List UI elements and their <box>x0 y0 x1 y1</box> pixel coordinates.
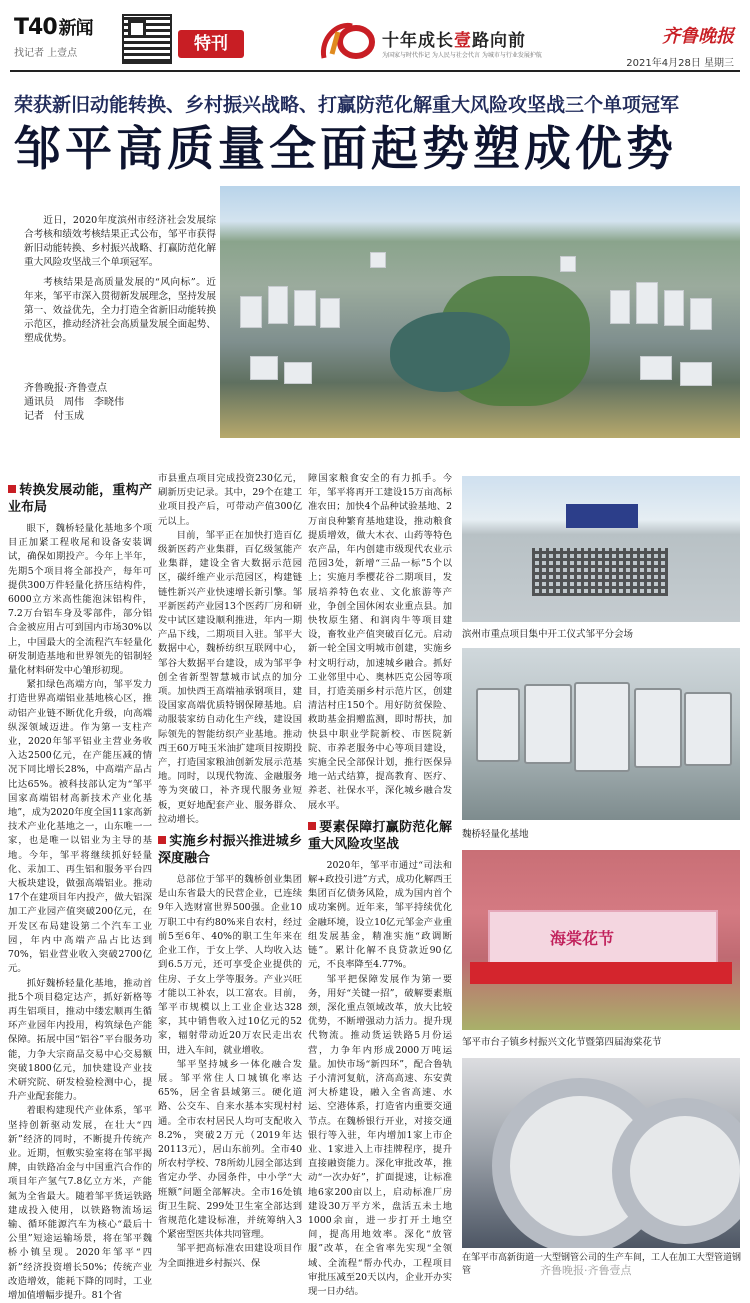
paragraph: 2020年，邹平市通过“司法和解+政投引进”方式，成功化解西王集团百亿债务风险，成为国内首个成功案例。近年来，邹平持续优化金融环境，设立10亿元邹金产业重组发展基金，精准实施“政调断链”。累计化解不良贷款近90亿元，不良率降至4.77%。 <box>308 859 452 971</box>
ceremony-photo <box>462 476 740 622</box>
photo-caption: 滨州市重点项目集中开工仪式邹平分会场 <box>462 629 634 640</box>
paragraph: 着眼构建现代产业体系，邹平坚持创新驱动发展，在壮大“四新”经济的同时，不断提升传统产业。近期，恒敷实验室将在邹平揭牌，由铁路冶金与中国重汽合作的项目年产氢气7.8亿立方米，产能氮为全省最大。随着邹平货运铁路建成投入使用，以铁路物流场运输、循环能源汽车为核心“最后十公里”短途运输场景，将在邹平魏桥小镇呈现。2020年邹平“四新”经济投资增长50%；传统产业改造增效，能耗下降的同时，工业增加值增幅步提升。81个省 <box>8 1105 152 1301</box>
section-heading: 转换发展动能，重构产业布局 <box>8 483 152 515</box>
intro-paragraph: 近日，2020年度滨州市经济社会发展综合考核和绩效考核结果正式公布，邹平市获得新旧动能转换、乡村振兴战略、打赢防范化解重大风险攻坚战三个单项冠军。 <box>24 215 216 268</box>
header-divider <box>10 70 740 72</box>
intro-text <box>24 214 216 352</box>
paragraph: 眼下，魏桥轻量化基地多个项目正加紧工程收尾和设备安装调试，确保如期投产。今年上半年，先期5个项目将全部投产，每年可提供300万件轻量化挤压结构件，6000立方米高性能泡沫铝构件，7.2万台铝车身及零部件，部分铝合金被应用占可到国内市场30%以上，中国最大的全流程汽车轻量化研发制造基地和世界领先的铝制轻量化材料研发中心雏形初现。 <box>8 523 152 677</box>
paragraph: 目前，邹平正在加快打造百亿级新医药产业集群，百亿级氢能产业集群，建设全省大数据示范园区，碳纤维产业示范园区，构建链链性新兴产业快速增长新引擎。邹平新医药产业园13个医药厂房和研发中试区建设顺利推进，年内一期产品下线，二期项目入驻。邹平大数据中心，魏桥纺织互联网中心，邹谷大数据平台建设，成为邹平争创全省新型智慧城市试点的加分项。加快西王高端袖承钢项目，建设国家高端优质特钢保障基地。启动服装家纺自动化生产线，建设国际领先的智能纺织产业基地。推动西王60万吨玉米油扩建项目按期投产，打造国家粮油创新发展示范基地。同时，以现代物流、金融服务等为突破口，补齐现代服务业短板，更好地配套产业、服务群众、拉动增长。 <box>158 529 302 825</box>
intro-paragraph: 考核结果是高质量发展的“风向标”。近年来，邹平市深入贯彻新发展理念，坚持发展第一、效益优先，全力打造全省新旧动能转换示范区，推动经济社会高质量发展全面起势、塑成优势。 <box>24 277 216 344</box>
section-sub: 找记者 上壹点 <box>14 48 78 59</box>
aerial-city-photo <box>220 186 740 438</box>
photo-caption: 魏桥轻量化基地 <box>462 829 529 840</box>
main-headline: 邹平高质量全面起势塑成优势 <box>14 122 677 177</box>
section-heading: 实施乡村振兴推进城乡深度融合 <box>158 834 302 867</box>
qr-code-icon[interactable] <box>122 14 172 64</box>
paragraph: 总部位于邹平的魏桥创业集团是山东省最大的民营企业，已连续9年入选财富世界500强。企业10万职工中有约80%来自农村，经过前5至6年、40%的职工生年来在企业工作，于女上学、人均收入达到6.5万元，还可享受企业提供的住房、子女上学等服务。产业兴旺才能以工补农，以工富农。目前，邹平市规模以上工业企业达328家，其中销售收入过10亿元的52家，辐射带动近20万农民走出农田，进入车间，就业增收。 <box>158 874 302 1056</box>
byline: 齐鲁晚报·齐鲁壹点 通讯员 周伟 李晓伟 记者 付玉成 <box>24 383 124 422</box>
factory-photo <box>462 648 740 820</box>
paragraph: 抓好魏桥轻量化基地，推动首批5个项目稳定达产，抓好新格等再生铝项目，推动中缕宏顺再生循环产业园年内投用，构筑绿色产能保障。拓展中国“铝谷”平台服务功能，力争大宗商品交易中心交易额突破1800亿元，加快建设产业技术研究院、研发检验检测中心，提升产业配套能力。 <box>8 977 152 1103</box>
photo-caption: 邹平市台子镇乡村振兴文化节暨第四届海棠花节 <box>462 1037 662 1048</box>
paragraph: 障国家粮食安全的有力抓手。今年，邹平将再开工建设15万亩高标准农田；加快4个品种试验基地、2万亩良种繁育基地建设，推动粮食提质增效，做大木衣、山药等特色农产品，年内创建市级现代农业示范园3处，新增“三品一标”5个以上；实施月季樱花谷二期项目，发展培养特色农业、文化旅游等产业，争创全国休闲农业重点县。加快牧原生猪、和润肉牛等项目建设，畜牧业产值突破百亿元。启动新一轮全国文明城市创建，实施乡村文明行动，加速城乡融合。抓好工业邻里中心、奥林匹克公园等项目，打造美丽乡村示范片区，创建清洁村庄150个。用好防贫保险、救助基金捐赠监测，即时帮扶，加快县中职业学院新校、市医院新院、市养老服务中心等项目建设，实施全民全部保计划，推行医保异地一站式结算，提高教育、医疗、养老、社保水平，深化城乡融合发展水平。 <box>308 473 452 811</box>
paragraph: 邹平坚持城乡一体化融合发展。邹平常住人口城镇化率达65%，居全省县域第三。硬化道路、公交车、自来水基本实现村村通。全市农村居民人均可支配收入8.2%，突破2万元（2019年达20113元），居山东前列。全市40所农村学校、78所幼儿园全部达到省定办学、办园条件，中小学“大班额”问题全部解决。全市16处镇街卫生院、299处卫生室全部达到省规范化建设标准，并统筹纳入3个紧密型医共体共同管理。 <box>158 1058 302 1241</box>
article-column-3 <box>308 472 452 1299</box>
special-edition-tag: 特刊 <box>178 30 244 58</box>
sub-headline: 荣获新旧动能转换、乡村振兴战略、打赢防范化解重大风险攻坚战三个单项冠军 <box>14 94 680 116</box>
paragraph: 紧扣绿色高端方向，邹平发力打造世界高端铝业基地核心区，推动铝产业链不断优化升级，向高端纵深领域迈进。作为第一支柱产业，2020年邹平铝业主营业务收入达2500亿元，在产能压减的情况下同比增长28%，中高端产品占比达65%。被科技部认定为“邹平国家高端铝材高新技术产业化基地”，成为2020年度全国11家高新技术产业化基地之一，山东唯一一家，也是唯一以铝业为主导的基地。今年，邹平将继续抓好轻量化、汞加工、再生铝和服务平台四大板块建设，做强高端铝业。推动17个在建项目年内投产，做大铝深加工产业园产值突破200亿元，在开发区布局建设第二个汽车工业园，年内中高端产品占比达到70%，铝业营业收入突破2700亿元。 <box>8 679 152 975</box>
paragraph: 邹平把保障发展作为第一要务，用好“关键一招”，破解要素瓶颈，深化重点领域改革，放大比较优势，不断增强动力活力。提升现代物流。推动货运铁路5月份运营，力争年内形成2000万吨运量。加快市场“新四环”，配合鲁轨子小清河复航，济高高速、东安黄河大桥建设，融入全省高速、水运、空港体系，打造省内重要交通节点。在魏桥银行开业，对接交通银行等入驻，年内增加1家上市企业、1家进入上市挂牌程序，提升直接融资能力。深化审批改革，推动“一次办好”，扩面提速，让标准地6家200亩以上，启动标准厂房建设30万平方米，盘活五未土地1000余亩，进一步打开土地空间，提高用地效率。深化“放管服”改革，在全省率先实现“全领域、全流程“帮办代办，工程项目审批压减至20天以内，企业开办实现一日办结。 <box>308 973 452 1297</box>
paragraph: 市县重点项目完成投资230亿元，刷新历史记录。其中，29个在建工业项目投产后，可带动产值300亿元以上。 <box>158 473 302 527</box>
article-column-2 <box>158 472 302 1271</box>
watermark: 齐鲁晚报·齐鲁壹点 <box>540 1264 632 1277</box>
slogan: 十年成长壹路向前 <box>382 31 526 51</box>
newspaper-brand: 齐鲁晚报 <box>662 26 734 47</box>
section-label: T40 新闻 <box>14 15 93 40</box>
photo-caption: 在邹平市高新街道一大型钢管公司的生产车间，工人在加工大型管道钢管 <box>462 1253 742 1276</box>
article-column-1 <box>8 480 152 1303</box>
masthead <box>0 0 750 78</box>
festival-banner-text: 海棠花节 <box>550 929 615 948</box>
slogan-sub: 为国家与时代作记 为人民与社会代言 为城市与行业发展护航 <box>382 52 542 59</box>
paragraph: 邹平把高标准农田建设项目作为全面推进乡村振兴、保 <box>158 1243 302 1269</box>
steel-pipe-photo <box>462 1058 740 1248</box>
section-heading: 要素保障打赢防范化解重大风险攻坚战 <box>308 819 452 852</box>
festival-photo <box>462 850 740 1030</box>
issue-date: 2021年4月28日 星期三 <box>626 58 734 69</box>
anniversary-logo-icon <box>318 18 380 64</box>
